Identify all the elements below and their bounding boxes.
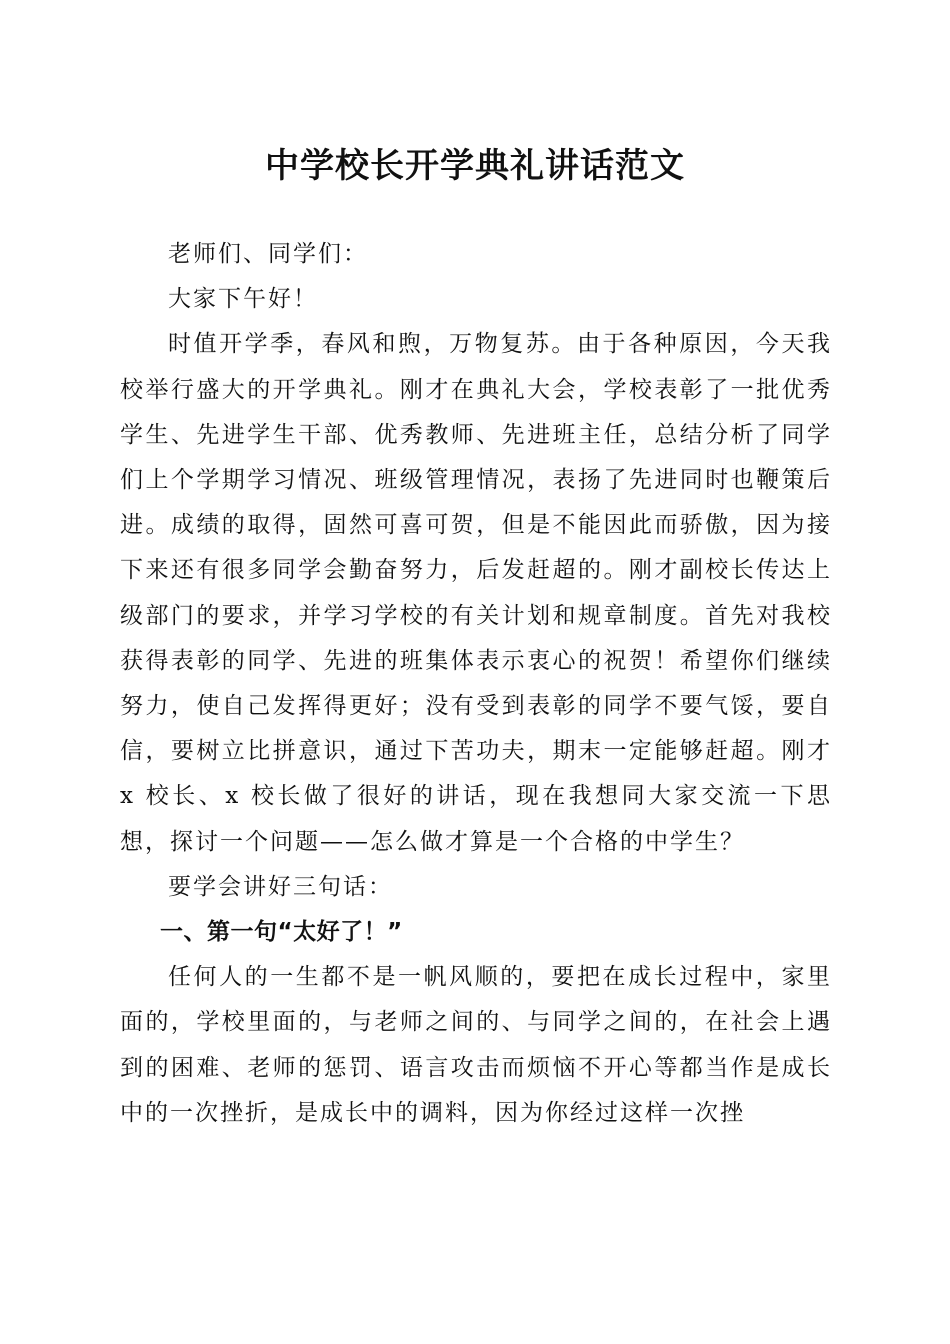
salutation-line: 大家下午好！ (168, 286, 318, 313)
intro-line: 要学会讲好三句话： (168, 873, 393, 900)
body-paragraph-1: 时值开学季，春风和煦，万物复苏。由于各种原因，今天我校举行盛大的开学典礼。刚才在典礼大会，学校表彰了一批优秀学生、先进学生干部、优秀教师、先进班主任，总结分析了同学们上个学期学习情况、班级管理情况，表扬了先进同时也鞭策后进。成绩的取得，固然可喜可贺，但是不能因此而骄傲，因为接下来还有很多同学会勤奋努力，后发赶超的。刚才副校长传达上级部门的要求，并学习学校的有关计划和规章制度。首先对我校获得表彰的同学、先进的班集体表示衷心的祝贺！希望你们继续努力，使自己发挥得更好；没有受到表彰的同学不要气馁，要自信，要树立比拼意识，通过下苦功夫，期末一定能够赶超。刚才 x 校长、x 校长做了很好的讲话，现在我想同大家交流一下思想，探讨一个问题——怎么做才算是一个合格的中学生？ (120, 331, 832, 855)
body-paragraph-2: 任何人的一生都不是一帆风顺的，要把在成长过程中，家里面的，学校里面的，与老师之间的、与同学之间的，在社会上遇到的困难、老师的惩罚、语言攻击而烦恼不开心等都当作是成长中的一次挫折，是成长中的调料，因为你经过这样一次挫 (120, 964, 832, 1126)
document-body (120, 232, 832, 1136)
document-title: 中学校长开学典礼讲话范文 (265, 146, 685, 186)
section-heading-1: 一、第一句“太好了！” (160, 919, 403, 946)
greeting-line: 老师们、同学们： (168, 241, 368, 267)
